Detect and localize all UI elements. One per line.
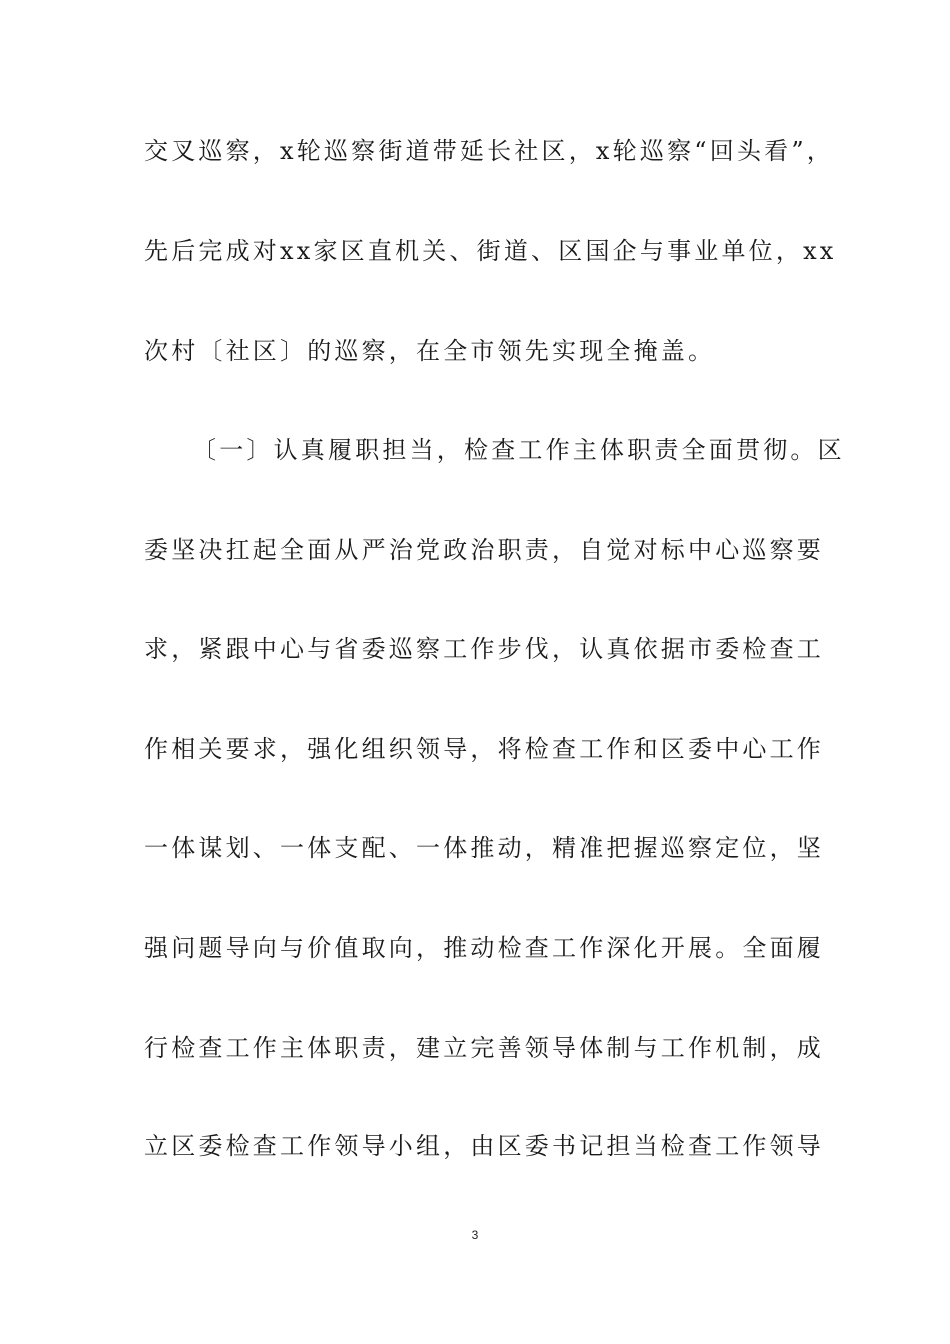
text-line: 委坚决扛起全面从严治党政治职责，自觉对标中心巡察要 xyxy=(144,536,824,564)
text-line: 作相关要求，强化组织领导，将检查工作和区委中心工作 xyxy=(144,735,824,763)
text-line: 求，紧跟中心与省委巡察工作步伐，认真依据市委检查工 xyxy=(144,635,824,663)
text-line: 立区委检查工作领导小组，由区委书记担当检查工作领导 xyxy=(144,1132,824,1160)
section-heading-line: 〔一〕认真履职担当，检查工作主体职责全面贯彻。区 xyxy=(192,436,845,464)
text-line: 次村〔社区〕的巡察，在全市领先实现全掩盖。 xyxy=(144,337,716,365)
text-line: 一体谋划、一体支配、一体推动，精准把握巡察定位，坚 xyxy=(144,834,824,862)
page-number: 3 xyxy=(471,1228,479,1242)
text-line: 交叉巡察，x轮巡察街道带延长社区，x轮巡察“回头看”， xyxy=(144,137,835,165)
text-line: 强问题导向与价值取向，推动检查工作深化开展。全面履 xyxy=(144,934,824,962)
text-line: 行检查工作主体职责，建立完善领导体制与工作机制，成 xyxy=(144,1034,824,1062)
text-line: 先后完成对xx家区直机关、街道、区国企与事业单位，xx xyxy=(144,237,837,265)
